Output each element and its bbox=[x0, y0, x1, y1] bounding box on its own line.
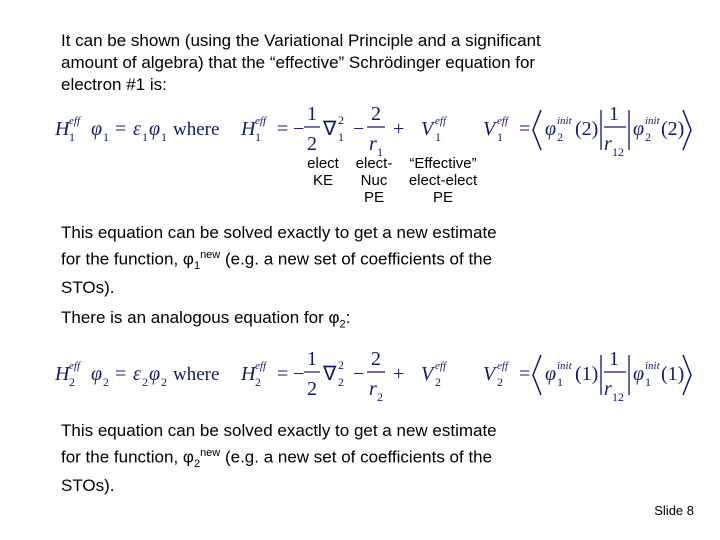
eq1-frac-num: 1 bbox=[307, 103, 317, 125]
intro-line-3: electron #1 is: bbox=[61, 75, 167, 94]
eq2-phi-sub: 2 bbox=[103, 375, 109, 389]
eq1-V-sub: 1 bbox=[435, 130, 441, 144]
label-eff-line1: “Effective” bbox=[409, 155, 477, 172]
eq2-frac2-num: 2 bbox=[371, 348, 381, 370]
eq2-H-sub: 2 bbox=[69, 375, 75, 389]
label-nuc-line3: PE bbox=[363, 189, 384, 206]
eq1-H-sub: 1 bbox=[69, 130, 75, 144]
eq2-frac2-den-sub: 2 bbox=[377, 390, 383, 404]
slide-number: Slide 8 bbox=[654, 503, 694, 518]
eq2-ket-sup: init bbox=[645, 360, 660, 372]
p2-line-2-post: (e.g. a new set of coefficients of the bbox=[220, 249, 493, 269]
eq2-phi: φ bbox=[91, 363, 103, 385]
eq2-bra-phi: φ bbox=[545, 363, 557, 385]
p4-phi-sup: new bbox=[200, 447, 221, 459]
eq1-ket-phi: φ bbox=[633, 118, 645, 140]
eq1-bra-sup: init bbox=[557, 115, 572, 127]
p2-line-1: This equation can be solved exactly to get a new estimate bbox=[61, 223, 497, 242]
eq2-V: V bbox=[421, 363, 434, 385]
p4-phi-sub: 2 bbox=[193, 458, 201, 471]
eq2-equals: = bbox=[115, 363, 127, 385]
eq1-nabla-sup: 2 bbox=[338, 113, 344, 127]
eq1-plus: + bbox=[393, 118, 405, 140]
eq1-H-def: H bbox=[241, 118, 256, 140]
eq1-Vdef-sub: 1 bbox=[497, 130, 503, 144]
eq1-where: where bbox=[173, 119, 220, 140]
eq1-phi-rhs: φ bbox=[149, 118, 161, 140]
eq1-frac-den: 2 bbox=[307, 133, 317, 155]
eq1-H: H bbox=[55, 118, 70, 140]
eq2-minus-1: − bbox=[293, 363, 305, 385]
eq2-ket-phi: φ bbox=[633, 363, 645, 385]
p3-phi-sub: 2 bbox=[339, 318, 346, 331]
p2-phi-sup: new bbox=[200, 249, 221, 261]
p4-line-2-post: (e.g. a new set of coefficients of the bbox=[220, 447, 493, 467]
eq1-H-def-sup: eff bbox=[255, 115, 266, 127]
eq2-Vdef-sub: 2 bbox=[497, 375, 503, 389]
eq2-left-bracket bbox=[533, 355, 541, 395]
eq1-def-equals: = bbox=[277, 118, 289, 140]
eq1-V: V bbox=[421, 118, 434, 140]
p3-pre: There is an analogous equation for bbox=[61, 308, 329, 327]
eq2-Vdef: V bbox=[483, 363, 496, 385]
label-nuc-line1: elect- bbox=[355, 155, 393, 172]
eq2-ket-sub: 1 bbox=[645, 375, 651, 389]
eq2-frac-num: 1 bbox=[307, 348, 317, 370]
paragraph-solve-phi1 bbox=[61, 222, 497, 299]
eq1-minus-2: − bbox=[353, 118, 365, 140]
label-ke-line1: elect bbox=[307, 155, 339, 172]
p2-phi: φ bbox=[182, 249, 194, 269]
eq2-H-def: H bbox=[241, 363, 256, 385]
label-nuc-line2: Nuc bbox=[360, 172, 388, 189]
eq2-minus-2: − bbox=[353, 363, 365, 385]
label-eff-line3: PE bbox=[432, 189, 453, 206]
eq2-H-sup: eff bbox=[69, 360, 80, 372]
eq1-minus-1: − bbox=[293, 118, 305, 140]
eq2-frac-den: 2 bbox=[307, 378, 317, 400]
eq2-phi-rhs-sub: 2 bbox=[161, 375, 167, 389]
p2-line-3: STOs). bbox=[61, 278, 115, 298]
label-ke-line2: KE bbox=[312, 172, 333, 189]
eq1-frac2-den: r bbox=[369, 133, 377, 155]
eq2-H-def-sup: eff bbox=[255, 360, 266, 372]
eq1-bra-sub: 2 bbox=[557, 130, 563, 144]
paragraph-analogous bbox=[61, 307, 350, 335]
eq2-bra-arg: (1) bbox=[575, 363, 599, 385]
eq2-Vdef-equals: = bbox=[519, 363, 531, 385]
eq2-H: H bbox=[55, 363, 70, 385]
p4-line-2-pre: for the function, bbox=[61, 447, 183, 467]
eq1-bra-phi: φ bbox=[545, 118, 557, 140]
eq2-frac2-den: r bbox=[369, 378, 377, 400]
label-eff-line2: elect-elect bbox=[408, 172, 478, 189]
label-elect-ke bbox=[299, 155, 347, 189]
eq1-frac2-num: 2 bbox=[371, 103, 381, 125]
eq1-Vdef-equals: = bbox=[519, 118, 531, 140]
p2-line-2-pre: for the function, bbox=[61, 249, 183, 269]
eq2-Vdef-sup: eff bbox=[497, 360, 508, 372]
eq2-nabla: ∇ bbox=[323, 363, 337, 385]
eq1-nabla: ∇ bbox=[323, 118, 337, 140]
p3-post: : bbox=[345, 308, 351, 327]
eq2-eps-sub: 2 bbox=[142, 375, 148, 389]
eq2-def-equals: = bbox=[277, 363, 289, 385]
eq1-phi: φ bbox=[91, 118, 103, 140]
label-elect-nuc-pe bbox=[350, 155, 398, 206]
intro-paragraph bbox=[61, 30, 541, 96]
equation-electron-2 bbox=[55, 345, 695, 405]
eq1-equals: = bbox=[115, 118, 127, 140]
eq2-V-sub: 2 bbox=[435, 375, 441, 389]
eq1-eps-sub: 1 bbox=[142, 130, 148, 144]
eq1-V-sup: eff bbox=[435, 115, 446, 127]
eq1-H-def-sub: 1 bbox=[255, 130, 261, 144]
eq1-bra-arg: (2) bbox=[575, 118, 599, 140]
eq2-bra-sup: init bbox=[557, 360, 572, 372]
label-effective-elect-elect-pe bbox=[400, 155, 486, 206]
eq1-phi-rhs-sub: 1 bbox=[161, 130, 167, 144]
eq2-bra-sub: 1 bbox=[557, 375, 563, 389]
intro-line-2: amount of algebra) that the “effective” Schrödinger equation for bbox=[61, 53, 536, 72]
p4-phi: φ bbox=[182, 447, 194, 467]
p3-phi: φ bbox=[328, 308, 340, 327]
eq1-nabla-sub: 1 bbox=[338, 130, 344, 144]
eq2-nabla-sup: 2 bbox=[338, 358, 344, 372]
eq2-V-sup: eff bbox=[435, 360, 446, 372]
equation-electron-1 bbox=[55, 100, 695, 160]
paragraph-solve-phi2 bbox=[61, 420, 497, 497]
eq2-phi-rhs: φ bbox=[149, 363, 161, 385]
eq1-ket-sub: 2 bbox=[645, 130, 651, 144]
p2-phi-sub: 1 bbox=[193, 260, 201, 273]
intro-line-1: It can be shown (using the Variational Principle and a significant bbox=[61, 31, 541, 50]
eq2-eps: ε bbox=[133, 363, 141, 385]
eq1-Vdef-sup: eff bbox=[497, 115, 508, 127]
eq2-nabla-sub: 2 bbox=[338, 375, 344, 389]
eq1-H-sup: eff bbox=[69, 115, 80, 127]
p4-line-3: STOs). bbox=[61, 476, 115, 496]
eq1-left-bracket bbox=[533, 110, 541, 150]
eq1-eps: ε bbox=[133, 118, 141, 140]
eq1-op-den-sub: 12 bbox=[612, 145, 624, 159]
eq1-op-num: 1 bbox=[609, 103, 619, 125]
eq2-where: where bbox=[173, 364, 220, 385]
eq2-op-den-sub: 12 bbox=[612, 390, 624, 404]
eq2-op-den: r bbox=[604, 378, 612, 400]
eq1-op-den: r bbox=[604, 133, 612, 155]
eq1-ket-sup: init bbox=[645, 115, 660, 127]
p4-line-1: This equation can be solved exactly to get a new estimate bbox=[61, 421, 497, 440]
eq1-frac2-den-sub: 1 bbox=[377, 145, 383, 159]
eq2-plus: + bbox=[393, 363, 405, 385]
eq1-phi-sub: 1 bbox=[103, 130, 109, 144]
eq1-Vdef: V bbox=[483, 118, 496, 140]
eq2-op-num: 1 bbox=[609, 348, 619, 370]
eq1-ket-arg: (2) bbox=[661, 118, 685, 140]
eq2-H-def-sub: 2 bbox=[255, 375, 261, 389]
eq2-ket-arg: (1) bbox=[661, 363, 685, 385]
